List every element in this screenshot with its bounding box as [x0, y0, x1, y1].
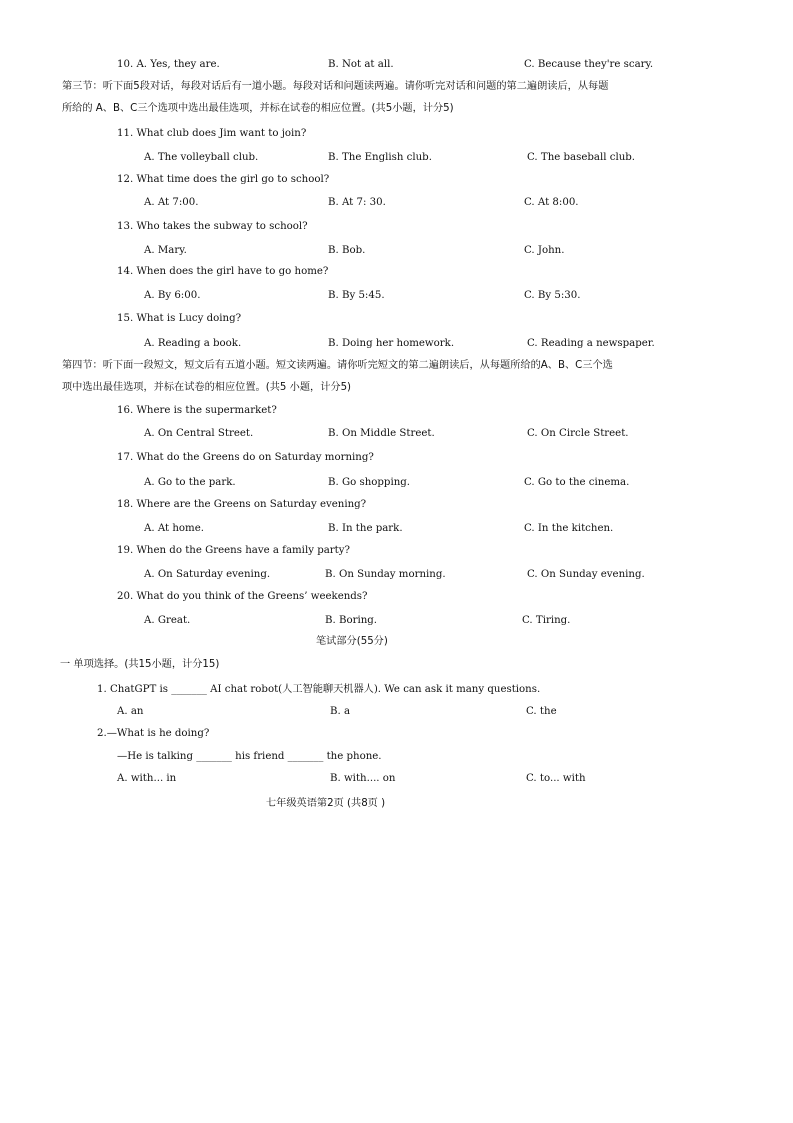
single-choice-q2-stem2: —He is talking _______ his friend _______ the phone. [117, 751, 382, 762]
option-a: A. The volleyball club. [144, 152, 259, 163]
single-choice-q1-option-c: C. the [526, 706, 557, 717]
single-choice-q2-stem1: 2.—What is he doing? [97, 728, 210, 739]
single-choice-q2-option-a: A. with... in [117, 773, 177, 784]
option-a: A. At 7:00. [144, 197, 199, 208]
section3-instructions-line1: 第三节：听下面5段对话，每段对话后有一道小题。每段对话和问题读两遍。请你听完对话和问题的第二遍朗读后，从每题 [62, 81, 609, 92]
option-a: A. Mary. [144, 245, 187, 256]
option-c: C. By 5:30. [524, 290, 581, 301]
option-b: B. On Middle Street. [328, 428, 435, 439]
page-footer: 七年级英语第2页 (共8页 ) [266, 798, 386, 809]
q10-option-c: C. Because they're scary. [524, 59, 654, 70]
option-c: C. At 8:00. [524, 197, 579, 208]
option-a: A. On Saturday evening. [144, 569, 271, 580]
question-stem: 12. What time does the girl go to school? [117, 174, 330, 185]
question-stem: 20. What do you think of the Greens’ weekends? [117, 591, 368, 602]
question-stem: 19. When do the Greens have a family party? [117, 545, 350, 556]
option-a: A. Great. [144, 615, 191, 626]
option-a: A. Reading a book. [144, 338, 242, 349]
option-b: B. On Sunday morning. [325, 569, 446, 580]
option-a: A. By 6:00. [144, 290, 201, 301]
option-b: B. In the park. [328, 523, 403, 534]
option-b: B. Bob. [328, 245, 366, 256]
option-b: B. By 5:45. [328, 290, 385, 301]
option-c: C. John. [524, 245, 565, 256]
single-choice-q1-stem: 1. ChatGPT is _______ AI chat robot(人工智能聊天机器人). We can ask it many questions. [97, 684, 541, 695]
option-c: C. Go to the cinema. [524, 477, 630, 488]
option-b: B. Go shopping. [328, 477, 411, 488]
question-stem: 14. When does the girl have to go home? [117, 266, 329, 277]
option-c: C. The baseball club. [527, 152, 636, 163]
option-b: B. At 7: 30. [328, 197, 386, 208]
section4-instructions-line2: 项中选出最佳选项，并标在试卷的相应位置。(共5 小题，计分5) [62, 382, 352, 393]
option-a: A. Go to the park. [144, 477, 236, 488]
question-stem: 17. What do the Greens do on Saturday morning? [117, 452, 374, 463]
option-a: A. At home. [144, 523, 204, 534]
option-b: B. Doing her homework. [328, 338, 455, 349]
single-choice-q2-option-c: C. to... with [526, 773, 586, 784]
option-c: C. On Circle Street. [527, 428, 629, 439]
option-c: C. Reading a newspaper. [527, 338, 655, 349]
single-choice-q1-option-a: A. an [117, 706, 144, 717]
option-a: A. On Central Street. [144, 428, 254, 439]
question-stem: 15. What is Lucy doing? [117, 313, 242, 324]
option-b: B. The English club. [328, 152, 432, 163]
question-stem: 18. Where are the Greens on Saturday evening? [117, 499, 367, 510]
section3-instructions-line2: 所给的 A、B、C三个选项中选出最佳选项，并标在试卷的相应位置。(共5小题，计分5) [62, 103, 454, 114]
question-stem: 11. What club does Jim want to join? [117, 128, 307, 139]
question-stem: 16. Where is the supermarket? [117, 405, 277, 416]
single-choice-q2-option-b: B. with.... on [330, 773, 396, 784]
question-stem: 13. Who takes the subway to school? [117, 221, 308, 232]
section4-instructions-line1: 第四节：听下面一段短文，短文后有五道小题。短文读两遍。请你听完短文的第二遍朗读后，从每题所给的A、B、C三个选 [62, 360, 613, 371]
option-b: B. Boring. [325, 615, 378, 626]
option-c: C. Tiring. [522, 615, 571, 626]
option-c: C. On Sunday evening. [527, 569, 645, 580]
written-part-title: 笔试部分(55分) [316, 636, 388, 647]
q10-question-option-a: 10. A. Yes, they are. [117, 59, 220, 70]
q10-option-b: B. Not at all. [328, 59, 394, 70]
option-c: C. In the kitchen. [524, 523, 614, 534]
single-choice-heading: 一 单项选择。(共15小题，计分15) [60, 659, 220, 670]
single-choice-q1-option-b: B. a [330, 706, 351, 717]
